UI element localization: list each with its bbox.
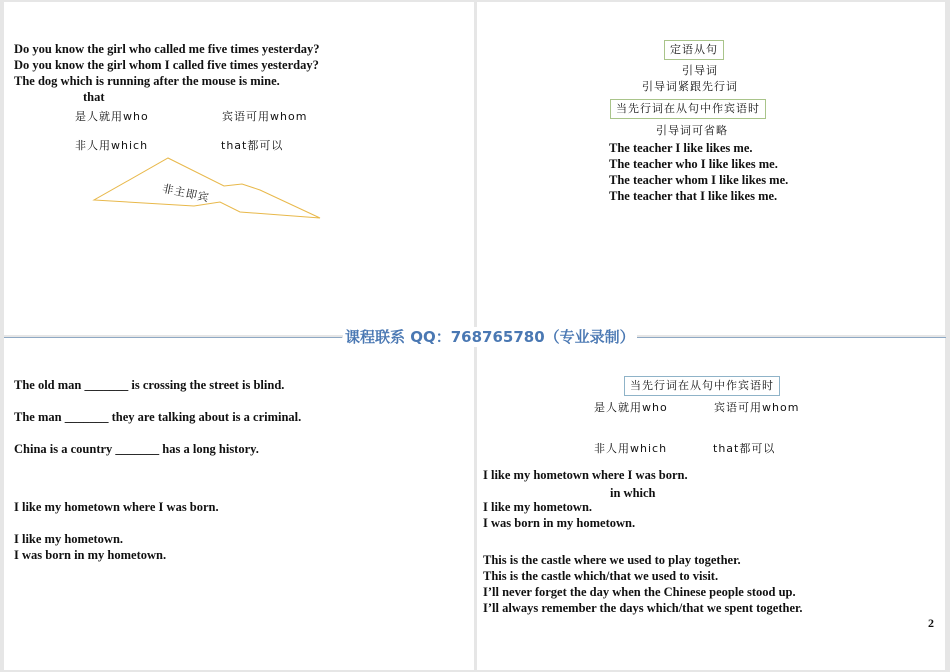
watermark-rule-right [612,337,946,338]
slide-bottom-right [477,338,945,670]
intro-follow: 引导词紧跟先行词 [642,80,738,93]
blank-exercise: China is a country _______ has a long history. [14,442,259,456]
rule-nonperson-which: 非人用which [594,442,668,455]
watermark-banner [0,325,950,349]
split-sentence: I like my hometown. [483,500,593,514]
example-line: I’ll always remember the days which/that we spent together. [483,601,803,615]
example-line: The teacher whom I like likes me. [609,173,789,187]
rule-person-who: 是人就用who [75,110,149,123]
sentence-line: Do you know the girl whom I called five times yesterday? [14,58,319,72]
split-sentence: I like my hometown. [14,532,124,546]
example-line: The teacher I like likes me. [609,141,753,155]
rule-that-all: that都可以 [713,442,776,455]
watermark-rule-left [4,337,342,338]
slide-top-right [477,2,945,335]
rule-object-whom: 宾语可用whom [222,110,308,123]
rule-person-who: 是人就用who [594,401,668,414]
lightning-bolt-icon [90,154,326,224]
rule-nonperson-which: 非人用which [75,139,149,152]
example-line: The teacher that I like likes me. [609,189,778,203]
omit-note: 引导词可省略 [656,124,728,137]
example-line: The teacher who I like likes me. [609,157,778,171]
object-rule-box: 当先行词在从句中作宾语时 [610,99,766,119]
rule-that-all: that都可以 [221,139,284,152]
example-line: I’ll never forget the day when the Chinese people stood up. [483,585,796,599]
split-sentence: I was born in my hometown. [483,516,636,530]
object-rule-box: 当先行词在从句中作宾语时 [624,376,780,396]
in-which-label: in which [610,486,656,500]
intro-word: 引导词 [682,64,718,77]
slide-top-left [4,2,474,335]
hometown-sentence: I like my hometown where I was born. [483,468,688,482]
that-label: that [83,90,105,104]
sentence-line: The dog which is running after the mouse is mine. [14,74,280,88]
page-number: 2 [928,616,934,630]
sentence-line: Do you know the girl who called me five times yesterday? [14,42,320,56]
blank-exercise: The old man _______ is crossing the street is blind. [14,378,285,392]
rule-object-whom: 宾语可用whom [714,401,800,414]
slide-bottom-left [4,338,474,670]
blank-exercise: The man _______ they are talking about is a criminal. [14,410,302,424]
example-line: This is the castle where we used to play together. [483,553,741,567]
lightning-label: 非主即宾 [161,181,211,205]
hometown-sentence: I like my hometown where I was born. [14,500,219,514]
split-sentence: I was born in my hometown. [14,548,167,562]
example-line: This is the castle which/that we used to visit. [483,569,719,583]
title-box: 定语从句 [664,40,724,60]
watermark-text: 课程联系 QQ：768765780（专业录制） [345,328,635,346]
